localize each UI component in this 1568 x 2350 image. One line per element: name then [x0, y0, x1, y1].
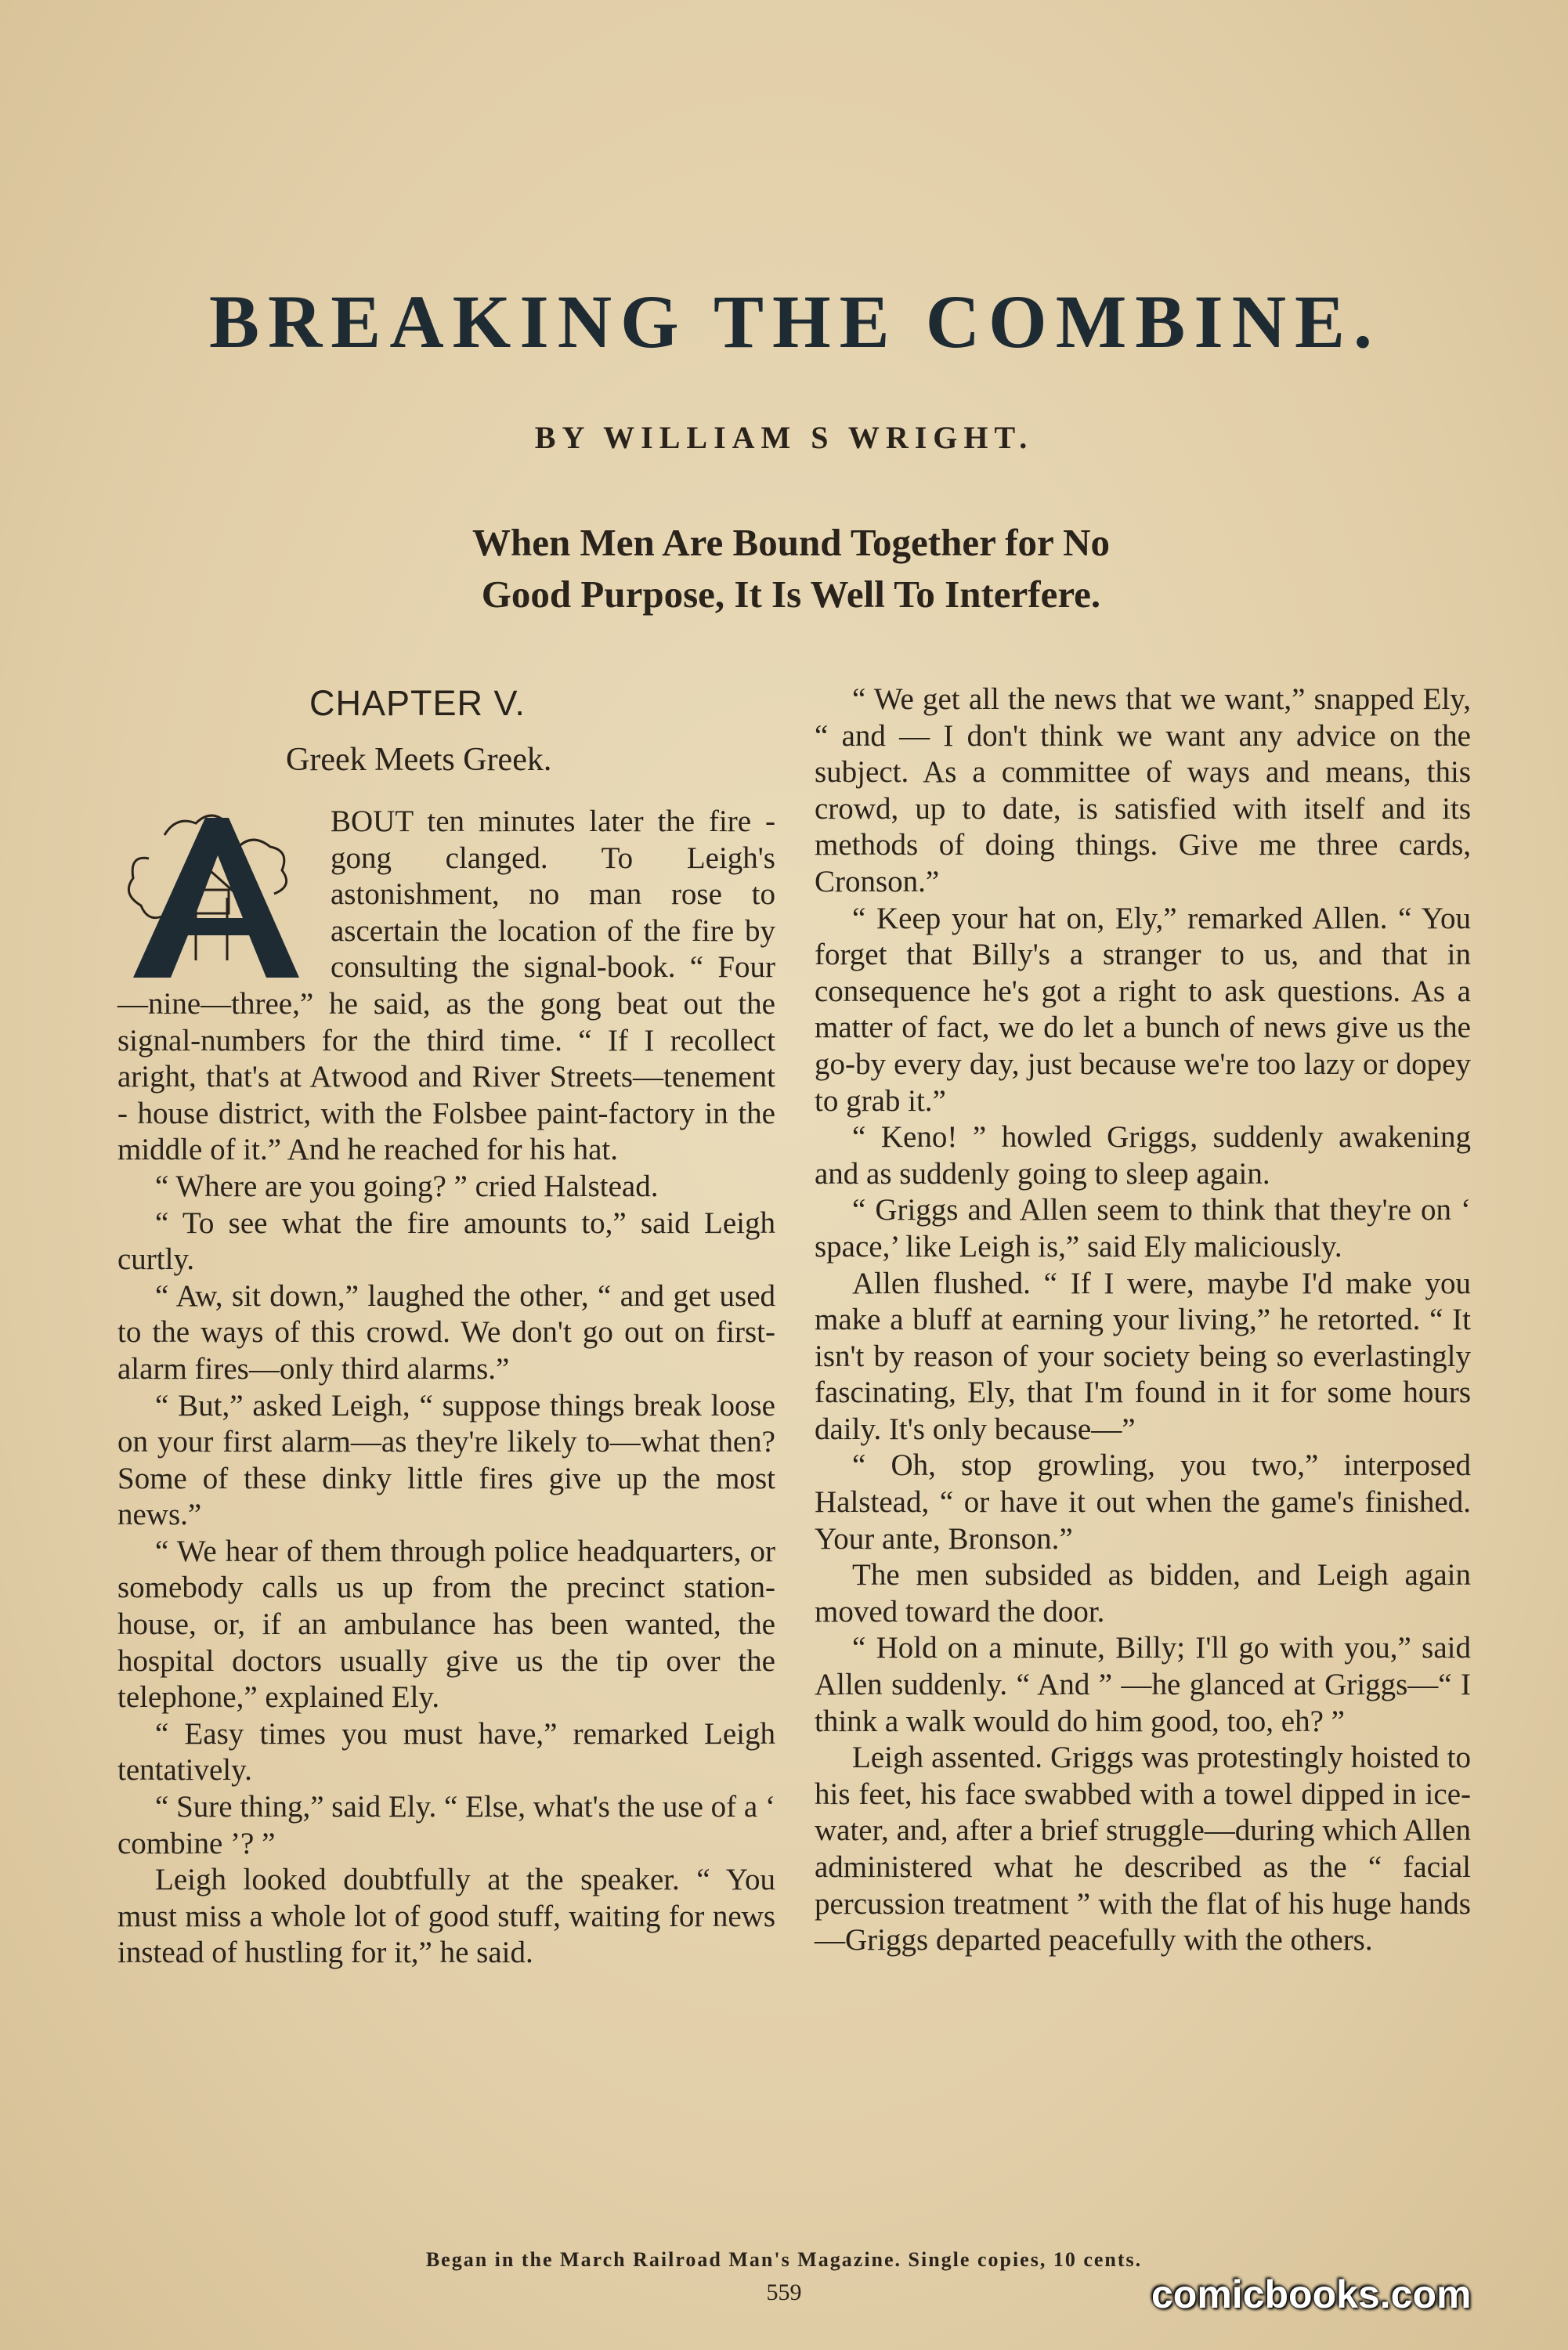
paragraph: Allen flushed. “ If I were, maybe I'd make you make a bluff at earning your living,” he retorted. “ It isn't by reason of your society being so everlastingly fascinating, Ely, that I'm found in it for some hours daily. It's only because—” — [815, 1266, 1471, 1446]
paragraph: “ We hear of them through police headquarters, or somebody calls us up from the precinct station-house, or, if an ambulance has been wanted, the hospital doctors usually give us the tip over the telephone,” explained Ely. — [117, 1534, 775, 1715]
story-subtitle — [345, 517, 1237, 620]
paragraph: “ Easy times you must have,” remarked Leigh tentatively. — [117, 1716, 775, 1788]
page-number: 559 — [766, 2280, 802, 2305]
author-byline: BY WILLIAM S WRIGHT. — [534, 420, 1034, 455]
paragraph: “ We get all the news that we want,” snapped Ely, “ and — I don't think we want any advice on the subject. As a committee of ways and means, this crowd, up to date, is satisfied with itself and its methods of doing things. Give me three cards, Cronson.” — [815, 682, 1471, 898]
serial-footer-note: Began in the March Railroad Man's Magazine. Single copies, 10 cents. — [425, 2248, 1143, 2271]
chapter-heading: CHAPTER V. — [309, 683, 526, 723]
paragraph: “ Where are you going? ” cried Halstead. — [155, 1169, 659, 1203]
story-title: BREAKING THE COMBINE. — [208, 280, 1382, 363]
paragraph: Leigh assented. Griggs was protestingly hoisted to his feet, his face swabbed with a towel dipped in ice-water, and, after a brief struggle—during which Allen administered what he described as the “ facial percussion treatment ” with the flat of his huge hands—Griggs departed peacefully with the others. — [815, 1741, 1471, 1958]
paragraph: “ Oh, stop growling, you two,” interposed Halstead, “ or have it out when the game's finished. Your ante, Bronson.” — [815, 1448, 1471, 1556]
paragraph: “ Aw, sit down,” laughed the other, “ and get used to the ways of this crowd. We don't go out on first-alarm fires—only third alarms.” — [117, 1278, 775, 1386]
subtitle-line-2: Good Purpose, It Is Well To Interfere. — [481, 573, 1101, 616]
paragraph: “ Keno! ” howled Griggs, suddenly awakening and as suddenly going to sleep again. — [815, 1120, 1471, 1191]
paragraph: Leigh looked doubtfully at the speaker. “ You must miss a whole lot of good stuff, waiting for news instead of hustling for it,” he said. — [117, 1863, 775, 1970]
paragraph: BOUT ten minutes later the fire - gong clanged. To Leigh's astonishment, no man rose to ascertain the location of the fire by consulting the signal-book. “ Four—nine—three,” he said, as the gong beat out the signal-numbers for the third time. “ If I recollect aright, that's at Atwood and River Streets—tenement - house district, with the Folsbee paint-factory in the middle of it.” And he reached for his hat. — [117, 804, 775, 1167]
drop-cap-illustration-icon — [117, 804, 323, 982]
paragraph: “ Griggs and Allen seem to think that they're on ‘ space,’ like Leigh is,” said Ely maliciously. — [815, 1193, 1471, 1264]
left-column — [117, 682, 775, 1972]
chapter-subheading: Greek Meets Greek. — [286, 742, 552, 778]
paragraph: “ Sure thing,” said Ely. “ Else, what's the use of a ‘ combine ’? ” — [117, 1790, 775, 1860]
paragraph: “ Hold on a minute, Billy; I'll go with you,” said Allen suddenly. “ And ” —he glanced at Griggs—“ I think a walk would do him good, too, eh? ” — [815, 1631, 1471, 1738]
subtitle-line-1: When Men Are Bound Together for No — [471, 521, 1111, 564]
site-watermark: comicbooks.com — [1151, 2272, 1472, 2316]
right-column — [815, 682, 1471, 1959]
paragraph: “ Keep your hat on, Ely,” remarked Allen. “ You forget that Billy's a stranger to us, and that in consequence he's got a right to ask questions. As a matter of fact, we do let a bunch of news give us the go-by every day, just because we're too lazy or dopey to grab it.” — [815, 901, 1471, 1118]
paragraph: “ To see what the fire amounts to,” said Leigh curtly. — [117, 1206, 775, 1277]
drop-cap-letter: A — [220, 972, 221, 973]
paragraph: “ But,” asked Leigh, “ suppose things break loose on your first alarm—as they're likely to—what then? Some of these dinky little fires give up the most news.” — [117, 1388, 775, 1532]
paragraph: The men subsided as bidden, and Leigh again moved toward the door. — [815, 1558, 1471, 1629]
